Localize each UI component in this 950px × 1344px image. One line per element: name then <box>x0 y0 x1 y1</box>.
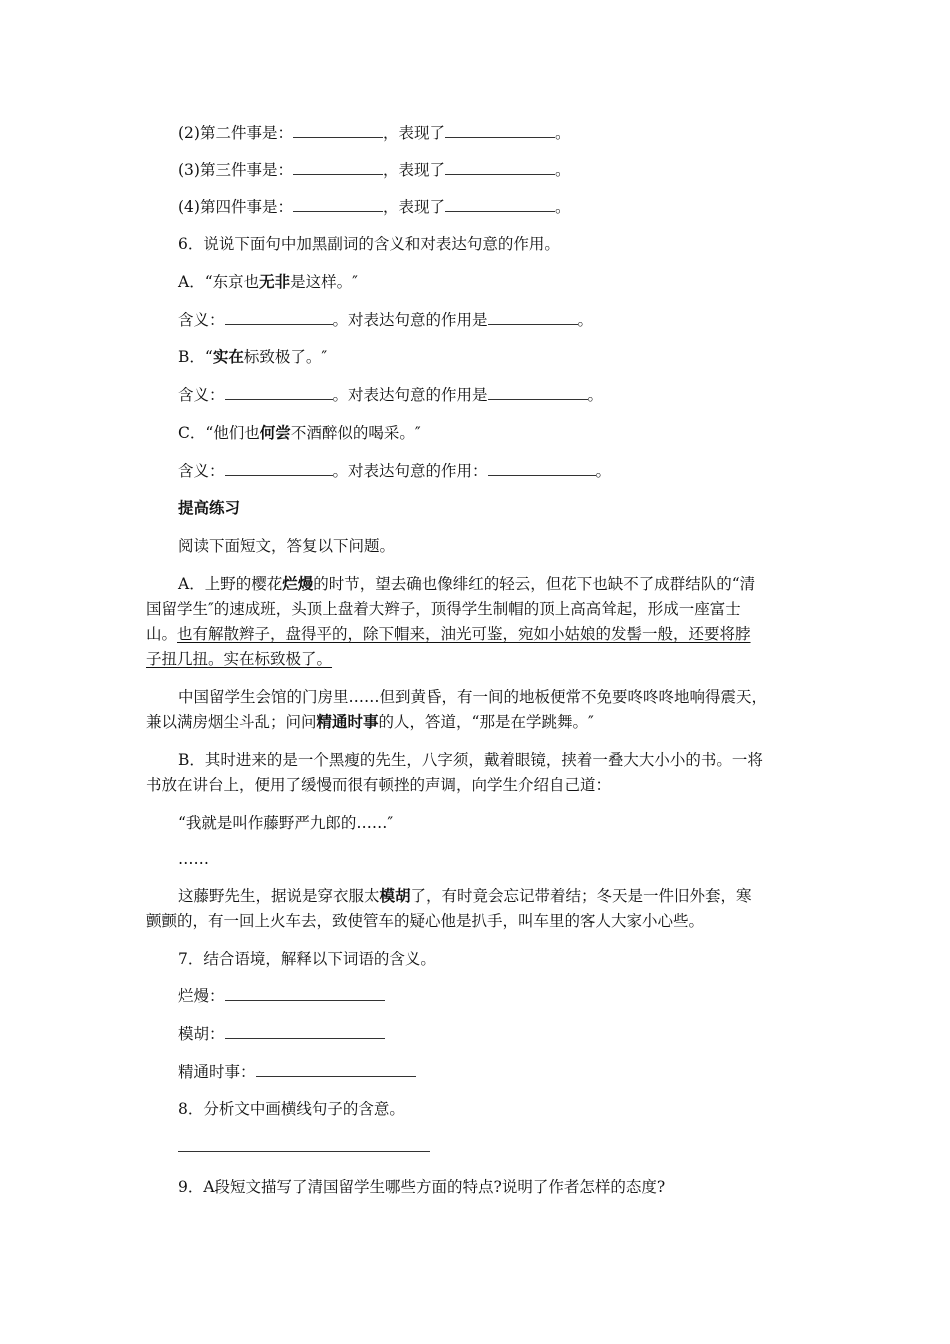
q7-term-2 <box>178 1023 385 1045</box>
passage-b-line-3 <box>178 885 752 907</box>
bold-term: 烂熳 <box>282 575 314 593</box>
answer-blank[interactable] <box>293 196 383 212</box>
term-label: 烂熳： <box>178 987 225 1005</box>
answer-blank[interactable] <box>225 460 333 476</box>
q5-item-mid: ，表现了 <box>382 124 445 142</box>
item-text: 标致极了。″ <box>243 348 328 366</box>
item-text: 是这样。″ <box>290 273 358 291</box>
passage-a2-line-2 <box>146 711 594 733</box>
instruction: 阅读下面短文，答复以下问题。 <box>178 537 396 555</box>
answer-blank[interactable] <box>225 384 333 400</box>
answer-label: 。 <box>577 311 594 329</box>
q5-item-end: 。 <box>554 124 571 142</box>
answer-blank[interactable] <box>445 122 555 138</box>
answer-label: 含义： <box>178 311 225 329</box>
passage-b-line-1: B．其时进来的是一个黑瘦的先生，八字须，戴着眼镜，挟着一叠大大小小的书。一将 <box>178 751 763 769</box>
q5-item-label: (4)第四件事是： <box>178 198 293 216</box>
underlined-sentence: 也有解散辫子，盘得平的，除下帽来，油光可鉴，宛如小姑娘的发髻一般，还要将脖 <box>177 625 751 643</box>
q8-question: 8．分析文中画横线句子的含意。 <box>178 1100 405 1118</box>
passage-text: 了，有时竟会忘记带着结；冬天是一件旧外套，寒 <box>410 887 752 905</box>
answer-label: 。 <box>595 462 612 480</box>
q5-item-end: 。 <box>554 161 571 179</box>
passage-text: A．上野的樱花 <box>178 575 283 593</box>
q5-item-label: (2)第二件事是： <box>178 124 293 142</box>
answer-label: 。对表达句意的作用是 <box>332 386 488 404</box>
answer-blank[interactable] <box>293 159 383 175</box>
q8-answer-line <box>178 1136 430 1158</box>
passage-a-line-1 <box>178 573 755 595</box>
answer-label: 含义： <box>178 462 225 480</box>
answer-blank[interactable] <box>488 460 596 476</box>
q6-item-a <box>178 271 358 293</box>
passage-text: 的人，答道，“那是在学跳舞。″ <box>378 713 594 731</box>
item-text: B．“ <box>178 348 213 366</box>
passage-a-line-2: 国留学生″的速成班，头顶上盘着大辫子，顶得学生制帽的顶上高高耸起，形成一座富士 <box>146 600 741 618</box>
q5-item-4 <box>178 196 571 218</box>
q6-answer-b <box>178 384 603 406</box>
passage-text: 的时节，望去确也像绯红的轻云，但花下也缺不了成群结队的“清 <box>313 575 756 593</box>
answer-blank[interactable] <box>225 309 333 325</box>
bold-term: 精通时事 <box>316 713 379 731</box>
q5-item-label: (3)第三件事是： <box>178 161 293 179</box>
q6-answer-a <box>178 309 593 331</box>
passage-a-line-4 <box>146 648 332 670</box>
q6-item-b <box>178 346 327 368</box>
passage-text: 山。 <box>146 625 178 643</box>
q5-item-mid: ，表现了 <box>382 198 445 216</box>
term-label: 模胡： <box>178 1025 225 1043</box>
answer-label: 。 <box>587 386 604 404</box>
answer-blank[interactable] <box>178 1136 430 1152</box>
q5-item-end: 。 <box>554 198 571 216</box>
q6-answer-c <box>178 460 611 482</box>
answer-blank[interactable] <box>225 985 385 1001</box>
bold-adverb: 何尝 <box>259 424 291 442</box>
item-text: C．“他们也 <box>178 424 260 442</box>
q7-question: 7．结合语境，解释以下词语的含义。 <box>178 950 436 968</box>
bold-adverb: 无非 <box>259 273 291 291</box>
passage-text: 这藤野先生，据说是穿衣服太 <box>178 887 380 905</box>
passage-a2-line-1: 中国留学生会馆的门房里……但到黄昏，有一间的地板便常不免要咚咚咚地响得震天， <box>178 688 768 706</box>
answer-blank[interactable] <box>445 159 555 175</box>
q6-question: 6．说说下面句中加黑副词的含义和对表达句意的作用。 <box>178 235 560 253</box>
passage-b-quote: “我就是叫作藤野严九郎的……″ <box>178 814 394 832</box>
bold-term: 模胡 <box>379 887 411 905</box>
answer-blank[interactable] <box>488 384 588 400</box>
answer-blank[interactable] <box>293 122 383 138</box>
passage-b-line-4: 颤颤的，有一回上火车去，致使管车的疑心他是扒手，叫车里的客人大家小心些。 <box>146 912 705 930</box>
q5-item-2 <box>178 122 571 144</box>
bold-adverb: 实在 <box>212 348 244 366</box>
section-title: 提高练习 <box>178 499 241 517</box>
term-label: 精通时事： <box>178 1063 256 1081</box>
answer-blank[interactable] <box>445 196 555 212</box>
item-text: 不酒醉似的喝采。″ <box>290 424 421 442</box>
q7-term-1 <box>178 985 385 1007</box>
answer-label: 含义： <box>178 386 225 404</box>
answer-label: 。对表达句意的作用是 <box>332 311 488 329</box>
answer-blank[interactable] <box>225 1023 385 1039</box>
answer-blank[interactable] <box>256 1061 416 1077</box>
q6-item-c <box>178 422 421 444</box>
q5-item-3 <box>178 159 571 181</box>
underlined-sentence: 子扭几扭。实在标致极了。 <box>146 650 333 668</box>
answer-label: 。对表达句意的作用： <box>332 462 488 480</box>
passage-a-line-3 <box>146 623 751 645</box>
q9-question: 9．A段短文描写了清国留学生哪些方面的特点?说明了作者怎样的态度? <box>178 1178 666 1196</box>
item-text: A．“东京也 <box>178 273 260 291</box>
q5-item-mid: ，表现了 <box>382 161 445 179</box>
passage-text: 兼以满房烟尘斗乱；问问 <box>146 713 317 731</box>
answer-blank[interactable] <box>488 309 578 325</box>
passage-b-ellipsis: …… <box>178 850 209 868</box>
q7-term-3 <box>178 1061 416 1083</box>
passage-b-line-2: 书放在讲台上，便用了缓慢而很有顿挫的声调，向学生介绍自己道： <box>146 776 612 794</box>
